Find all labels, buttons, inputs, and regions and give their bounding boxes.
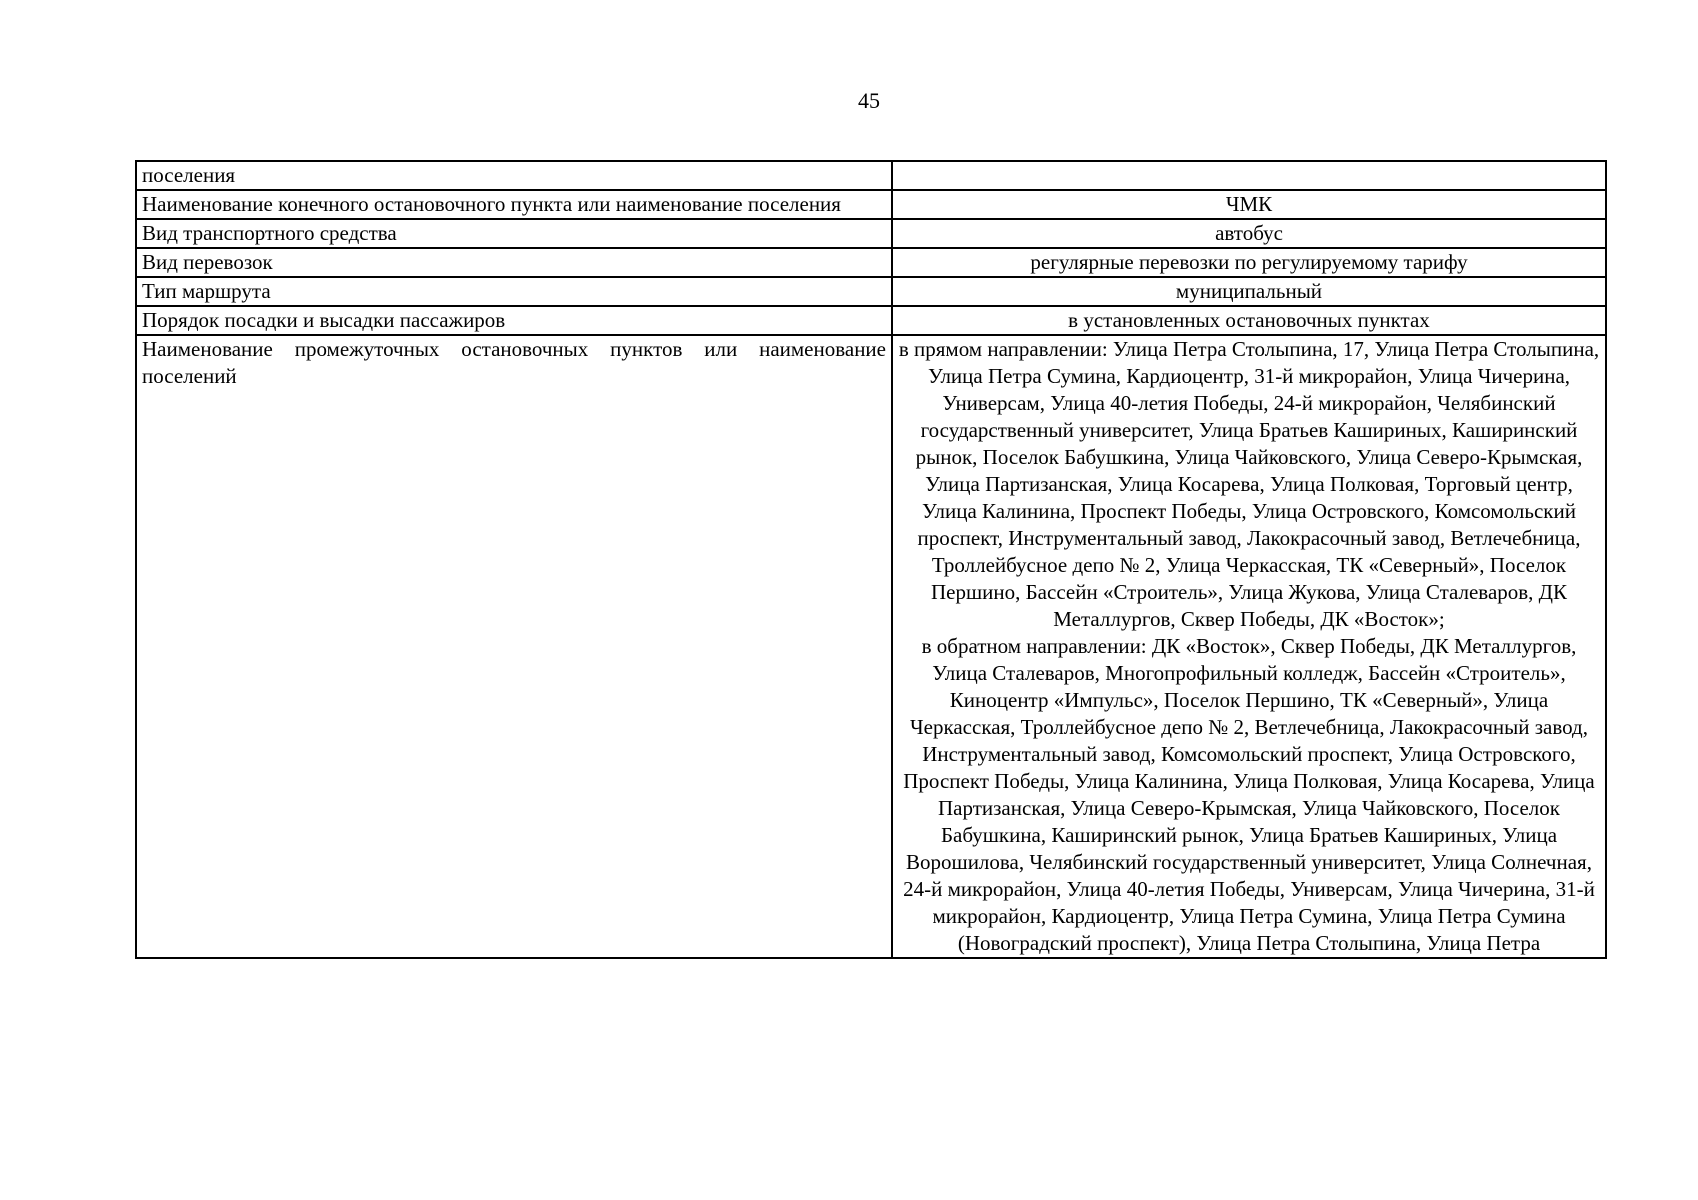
page-number: 45 bbox=[858, 88, 880, 113]
row-value: автобус bbox=[892, 219, 1606, 248]
row-value bbox=[892, 161, 1606, 190]
row-label: Вид транспортного средства bbox=[136, 219, 892, 248]
table-row bbox=[136, 161, 1606, 190]
row-label: поселения bbox=[136, 161, 892, 190]
table-row bbox=[136, 306, 1606, 335]
row-value: муниципальный bbox=[892, 277, 1606, 306]
row-label: Порядок посадки и высадки пассажиров bbox=[136, 306, 892, 335]
table-row bbox=[136, 190, 1606, 219]
table-row bbox=[136, 277, 1606, 306]
row-label: Наименование конечного остановочного пункта или наименование поселения bbox=[136, 190, 892, 219]
stops-backward: в обратном направлении: ДК «Восток», Сквер Победы, ДК Металлургов, Улица Сталеваров, Многопрофильный колледж, Бассейн «Строитель», Киноцентр «Импульс», Поселок Першино, ТК «Северный», Улица Черкасская, Троллейбусное депо № 2, Ветлечебница, Лакокрасочный завод, Инструментальный завод, Комсомольский проспект, Улица Островского, Проспект Победы, Улица Калинина, Улица Полковая, Улица Косарева, Улица Партизанская, Улица Северо-Крымская, Улица Чайковского, Поселок Бабушкина, Каширинский рынок, Улица Братьев Кашириных, Улица Ворошилова, Челябинский государственный университет, Улица Солнечная, 24-й микрорайон, Улица 40-летия Победы, Универсам, Улица Чичерина, 31-й микрорайон, Кардиоцентр, Улица Петра Сумина, Улица Петра Сумина (Новоградский проспект), Улица Петра Столыпина, Улица Петра bbox=[903, 634, 1595, 955]
row-value: регулярные перевозки по регулируемому тарифу bbox=[892, 248, 1606, 277]
table-row-stops bbox=[136, 335, 1606, 958]
table-row bbox=[136, 219, 1606, 248]
row-value: в установленных остановочных пунктах bbox=[892, 306, 1606, 335]
row-label: Вид перевозок bbox=[136, 248, 892, 277]
route-table bbox=[135, 160, 1607, 959]
stops-value bbox=[892, 335, 1606, 958]
stops-label: Наименование промежуточных остановочных пунктов или наименование поселений bbox=[136, 335, 892, 958]
row-label: Тип маршрута bbox=[136, 277, 892, 306]
table-row bbox=[136, 248, 1606, 277]
row-value: ЧМК bbox=[892, 190, 1606, 219]
stops-forward: в прямом направлении: Улица Петра Столыпина, 17, Улица Петра Столыпина, Улица Петра Сумина, Кардиоцентр, 31-й микрорайон, Улица Чичерина, Универсам, Улица 40-летия Победы, 24-й микрорайон, Челябинский государственный университет, Улица Братьев Кашириных, Каширинский рынок, Поселок Бабушкина, Улица Чайковского, Улица Северо-Крымская, Улица Партизанская, Улица Косарева, Улица Полковая, Торговый центр, Улица Калинина, Проспект Победы, Улица Островского, Комсомольский проспект, Инструментальный завод, Лакокрасочный завод, Ветлечебница, Троллейбусное депо № 2, Улица Черкасская, ТК «Северный», Поселок Першино, Бассейн «Строитель», Улица Жукова, Улица Сталеваров, ДК Металлургов, Сквер Победы, ДК «Восток»; bbox=[898, 337, 1600, 631]
